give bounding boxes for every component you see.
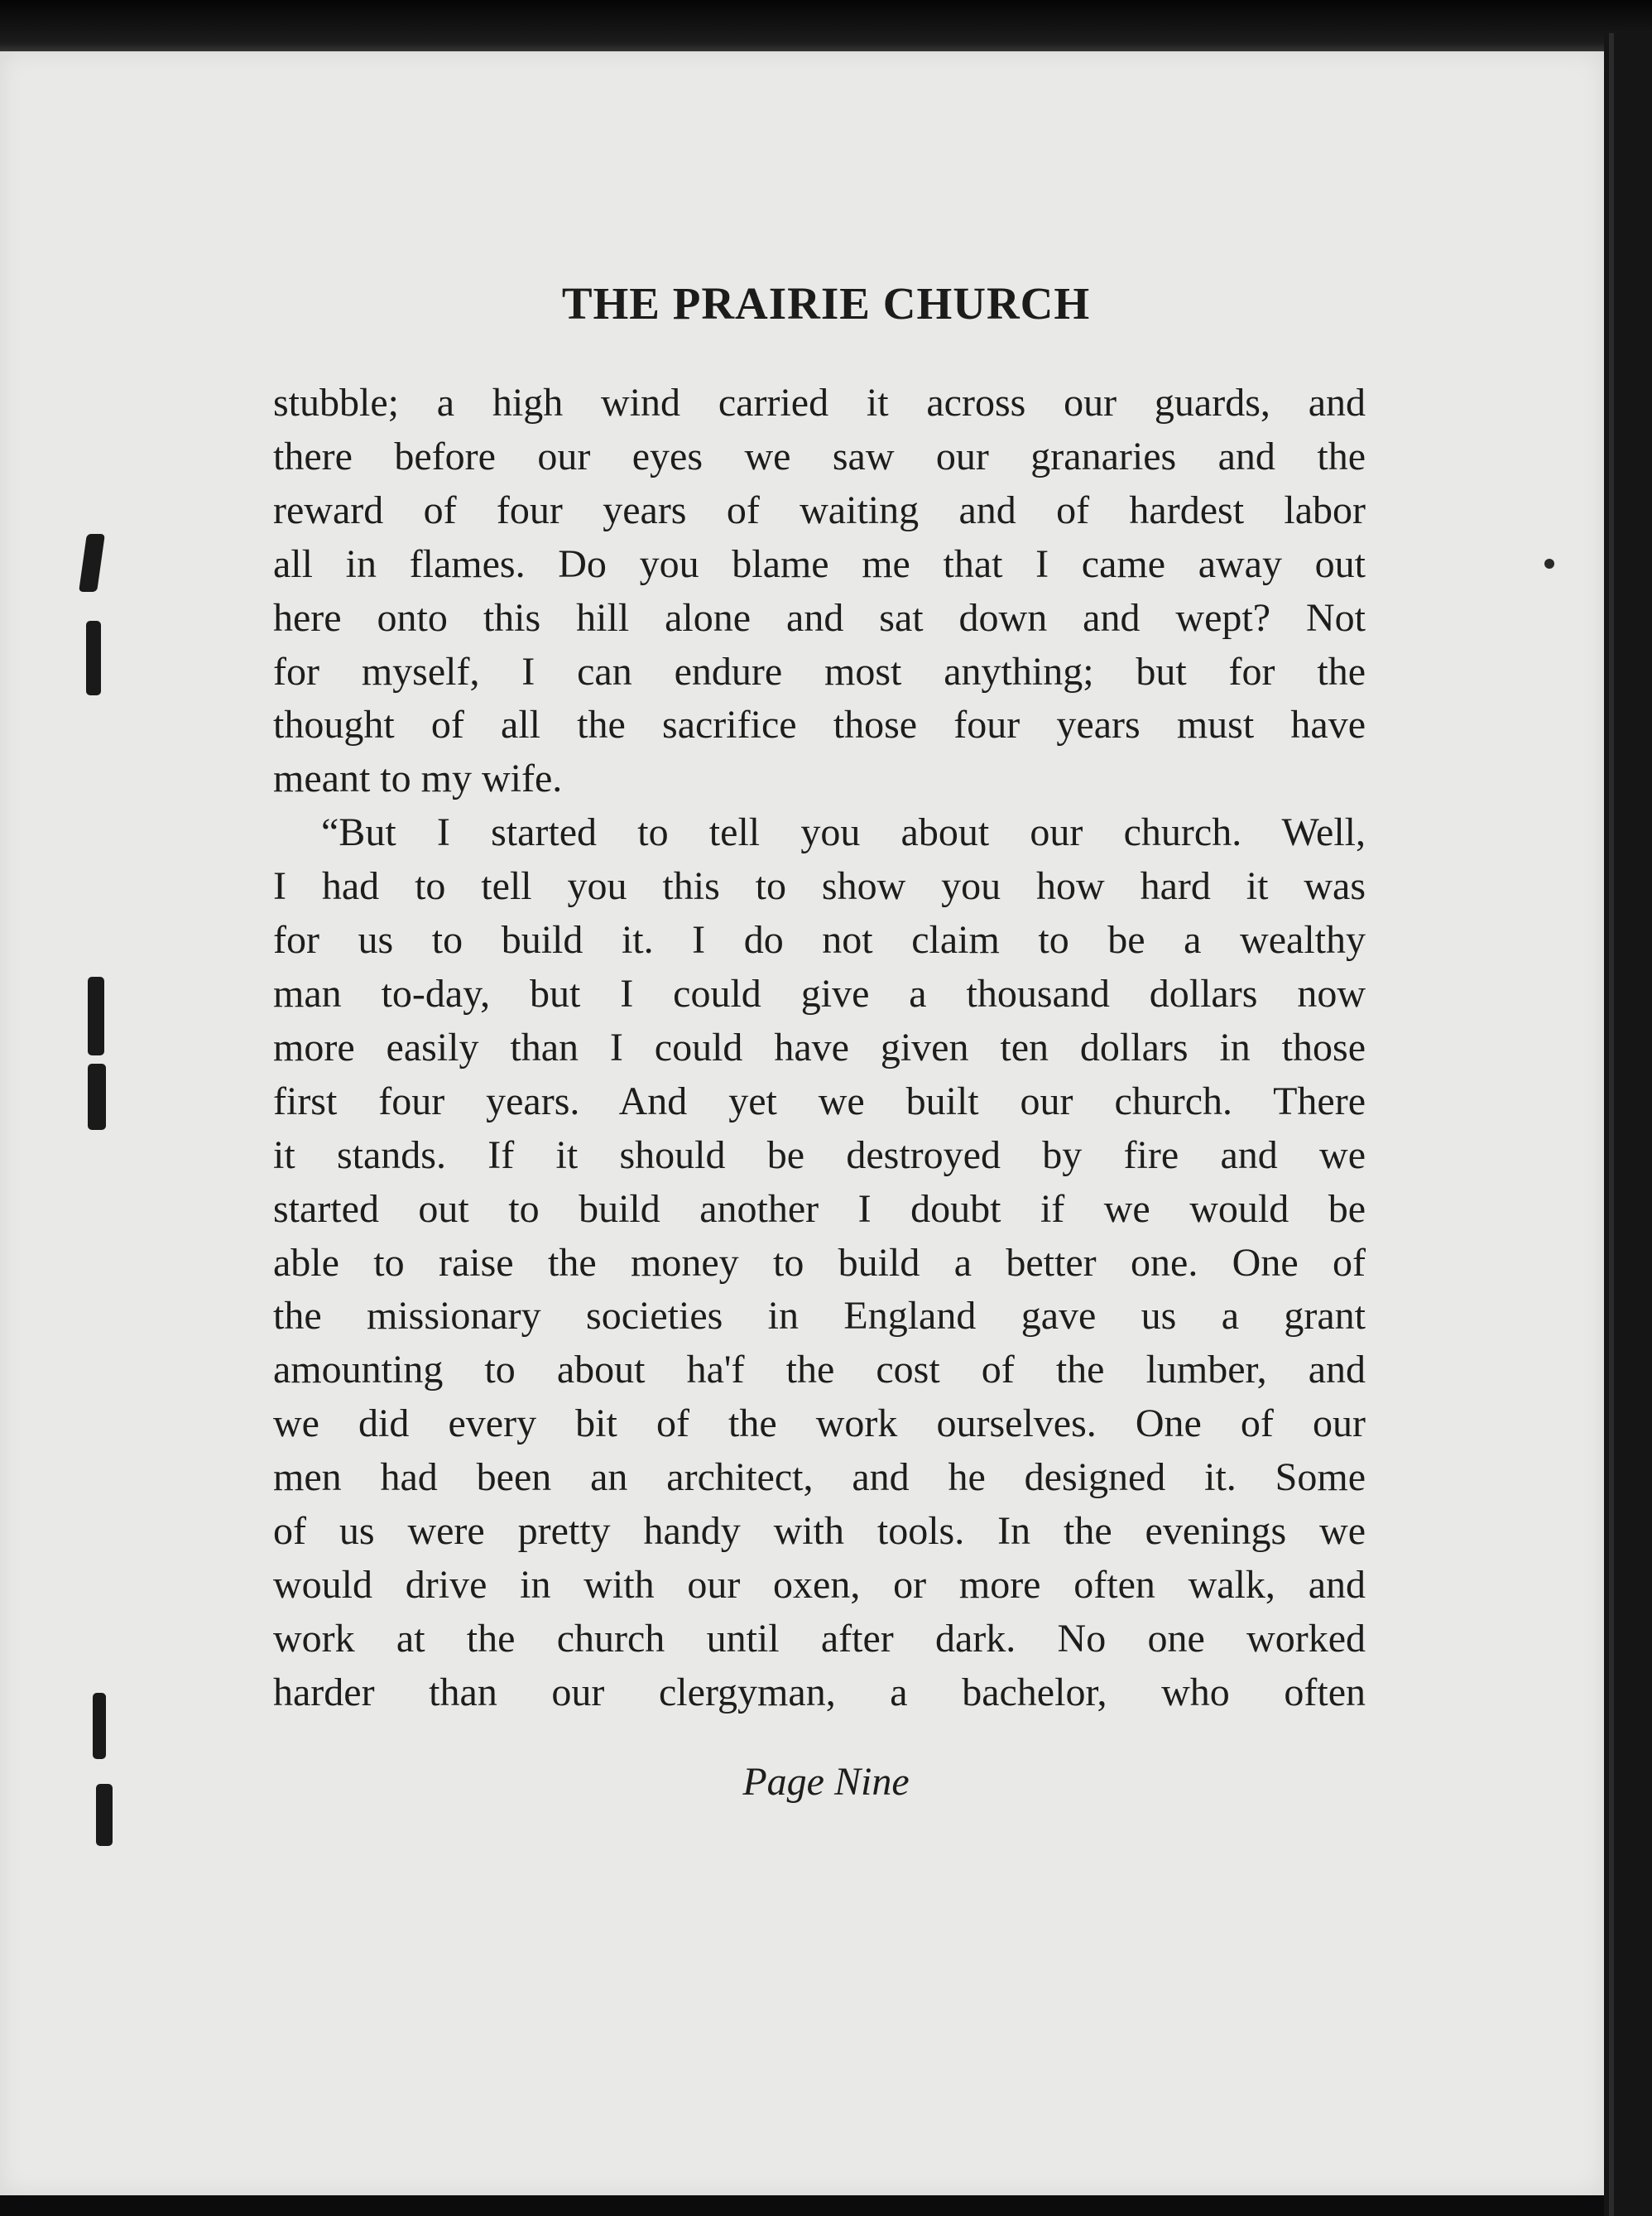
text-line: it stands. If it should be destroyed by fire and we [273,1132,1366,1177]
text-line: we did every bit of the work ourselves. One of our [273,1401,1366,1446]
scanner-right-edge [1604,33,1652,2216]
text-line: amounting to about ha'f the cost of the lumber, and [273,1348,1366,1392]
text-line: reward of four years of waiting and of hardest labor [273,488,1366,532]
text-line: I had to tell you this to show you how hard it was [273,864,1366,909]
text-line: here onto this hill alone and sat down and wept? Not [273,595,1366,640]
binding-mark-2 [86,621,101,695]
text-line: men had been an architect, and he designed it. Some [273,1455,1366,1500]
running-head: THE PRAIRIE CHURCH [561,278,1091,329]
text-line: harder than our clergyman, a bachelor, who often [273,1670,1366,1714]
binding-mark-3 [88,977,104,1055]
text-line: able to raise the money to build a better one. One of [273,1240,1366,1285]
text-line: stubble; a high wind carried it across our guards, and [273,381,1366,425]
text-line: “But I started to tell you about our church. Well, [321,810,1366,855]
speck-mark [1544,559,1554,569]
text-line: meant to my wife. [273,757,563,801]
text-line: work at the church until after dark. No one worked [273,1616,1366,1661]
text-line: would drive in with our oxen, or more often walk, and [273,1562,1366,1607]
text-line: the missionary societies in England gave us a grant [273,1294,1366,1339]
binding-mark-5 [93,1693,106,1759]
scanner-top-shadow [0,0,1652,53]
text-line: for myself, I can endure most anything; but for the [273,649,1366,694]
text-line: man to-day, but I could give a thousand dollars now [273,971,1366,1016]
text-line: for us to build it. I do not claim to be a wealthy [273,918,1366,963]
text-line: of us were pretty handy with tools. In the evenings we [273,1509,1366,1554]
text-line: more easily than I could have given ten dollars in those [273,1025,1366,1070]
text-line: thought of all the sacrifice those four years must have [273,703,1366,747]
text-line: started out to build another I doubt if we would be [273,1186,1366,1231]
page-number: Page Nine [742,1760,910,1804]
body-text [273,377,1366,1720]
text-line: there before our eyes we saw our granaries and the [273,434,1366,478]
binding-mark-4 [88,1064,106,1130]
text-line: first four years. And yet we built our church. There [273,1079,1366,1123]
text-line: all in flames. Do you blame me that I came away out [273,541,1366,586]
